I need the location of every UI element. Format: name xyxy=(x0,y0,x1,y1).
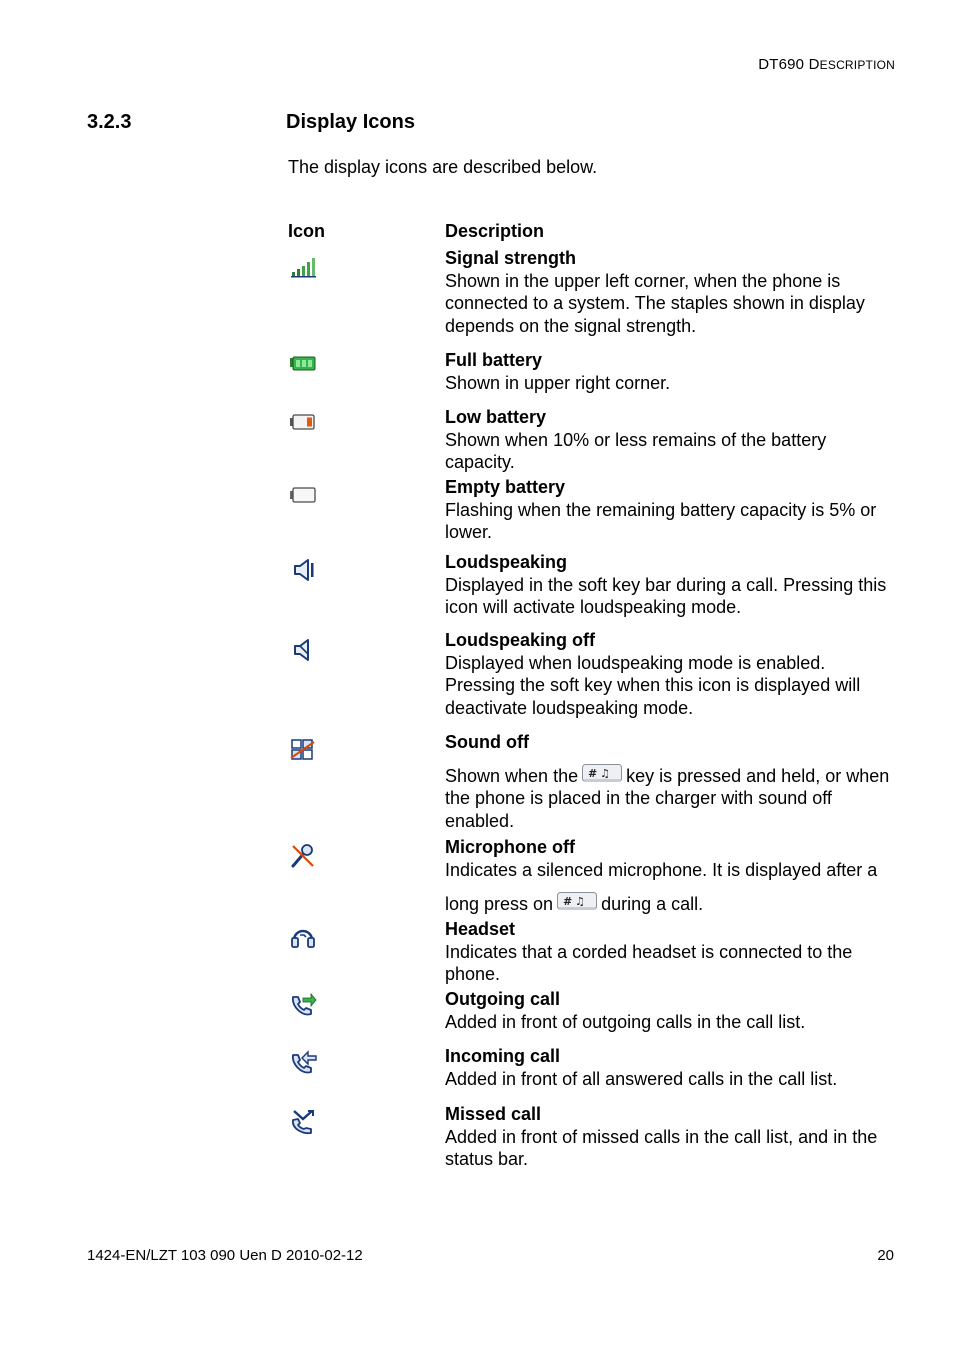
header-doc-label: DESCRIPTION xyxy=(808,56,895,73)
item-title: Low battery xyxy=(445,407,547,427)
column-header-description: Description xyxy=(445,221,545,241)
item-description: Flashing when the remaining battery capacity is 5% or lower. xyxy=(445,499,877,542)
list-item xyxy=(445,247,900,337)
item-title: Loudspeaking off xyxy=(445,630,595,650)
item-description: Displayed when loudspeaking mode is enabled. Pressing the soft key when this icon is displayed will deactivate loudspeaking mode. xyxy=(445,652,861,718)
item-description xyxy=(445,764,900,833)
item-description: Shown in the upper left corner, when the phone is connected to a system. The staples shown in display depends on the signal strength. xyxy=(445,270,865,336)
item-description: Shown in upper right corner. xyxy=(445,372,671,393)
item-title: Incoming call xyxy=(445,1046,561,1066)
intro-text: The display icons are described below. xyxy=(288,157,598,177)
incoming-call-icon xyxy=(289,1048,317,1076)
description-text-before: Shown when the xyxy=(445,765,579,786)
item-description: Displayed in the soft key bar during a call. Pressing this icon will activate loudspeaking mode. xyxy=(445,574,887,617)
list-item xyxy=(445,836,900,921)
item-title: Outgoing call xyxy=(445,989,560,1009)
hash-key-icon xyxy=(582,764,622,784)
page-number: 20 xyxy=(877,1247,894,1264)
loudspeaker-icon xyxy=(289,557,317,583)
footer-doc-id: 1424-EN/LZT 103 090 Uen D 2010-02-12 xyxy=(87,1247,363,1264)
outgoing-call-icon xyxy=(289,990,317,1018)
list-item xyxy=(445,988,900,1033)
svg-text:#: # xyxy=(588,766,598,780)
item-description: Indicates that a corded headset is connected to the phone. xyxy=(445,941,853,984)
list-item xyxy=(445,629,900,719)
list-item xyxy=(445,349,900,394)
svg-text:♫: ♫ xyxy=(600,766,610,780)
signal-strength-icon xyxy=(289,255,319,279)
item-title: Missed call xyxy=(445,1104,542,1124)
loudspeaker-off-icon xyxy=(289,637,317,663)
full-battery-icon xyxy=(289,356,317,372)
item-description: Shown when 10% or less remains of the battery capacity. xyxy=(445,429,827,472)
running-header xyxy=(758,56,895,73)
list-item xyxy=(445,1045,900,1090)
column-header-icon: Icon xyxy=(288,221,326,241)
description-text-after: key is pressed and held, or when the phone is placed in the charger with sound off enabled. xyxy=(445,765,890,831)
item-description: Added in front of all answered calls in the call list. xyxy=(445,1068,838,1089)
sound-off-icon xyxy=(289,737,317,763)
section-title: Display Icons xyxy=(286,111,415,133)
list-item xyxy=(445,918,900,986)
item-title: Signal strength xyxy=(445,248,577,268)
item-description: Added in front of outgoing calls in the call list. xyxy=(445,1011,806,1032)
list-item xyxy=(445,1103,900,1171)
item-description xyxy=(445,853,900,921)
description-text-after: during a call. xyxy=(601,893,704,914)
item-title: Headset xyxy=(445,919,516,939)
microphone-off-icon xyxy=(289,842,317,870)
item-description: Added in front of missed calls in the call list, and in the status bar. xyxy=(445,1126,878,1169)
description-text-before: Indicates a silenced microphone. It is displayed after a long press on xyxy=(445,859,878,914)
section-number: 3.2.3 xyxy=(87,111,132,133)
low-battery-icon xyxy=(289,413,317,431)
hash-key-icon xyxy=(557,892,597,912)
list-item xyxy=(445,476,900,544)
list-item xyxy=(445,406,900,474)
list-item xyxy=(445,551,900,619)
item-title: Sound off xyxy=(445,732,529,752)
missed-call-icon xyxy=(289,1108,317,1136)
item-title: Empty battery xyxy=(445,477,566,497)
headset-icon xyxy=(289,923,317,951)
item-title: Microphone off xyxy=(445,837,575,857)
list-item xyxy=(445,731,900,832)
svg-text:♫: ♫ xyxy=(575,894,585,908)
header-doc-code: DT690 xyxy=(758,56,805,73)
svg-text:#: # xyxy=(563,894,573,908)
item-title: Loudspeaking xyxy=(445,552,568,572)
item-title: Full battery xyxy=(445,350,543,370)
empty-battery-icon xyxy=(289,486,317,504)
